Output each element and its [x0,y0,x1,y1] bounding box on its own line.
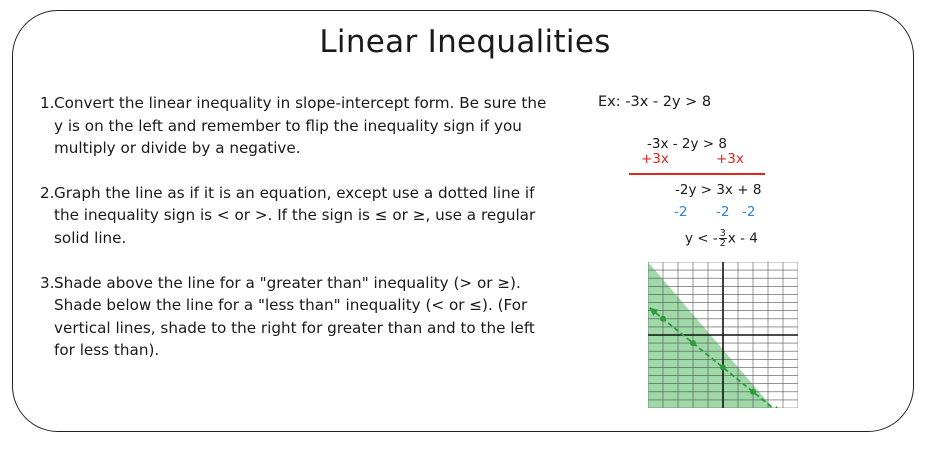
plotted-point [660,316,666,322]
plotted-point [690,340,696,346]
result-suffix: x - 4 [727,230,758,247]
coordinate-graph [648,262,798,408]
add-right: +3x [716,151,744,167]
step-number: 2. [40,183,55,202]
example-inequality: -3x - 2y > 8 [647,136,727,152]
arrowhead [772,406,781,408]
divisor-3: -2 [742,204,756,220]
plotted-point [720,364,726,370]
step-text: Convert the linear inequality in slope-intercept form. Be sure the y is on the left and remember to flip the inequality sign if you multiply or divide by a negative. [54,94,547,158]
fraction-numerator: 3 [719,228,726,239]
result-fraction [719,229,727,248]
result-prefix: y < - [685,230,718,247]
step-number: 3. [40,273,55,292]
step-3 [40,272,550,362]
divisor-1: -2 [674,204,688,220]
step-inequality [675,182,761,198]
step-number: 1. [40,94,55,112]
result-inequality [685,229,758,248]
steps-list [40,92,550,384]
step-text: Graph the line as if it is an equation, except use a dotted line if the inequality sign is < or >. If the sign is ≤ or ≥, use a regular solid line. [54,183,536,247]
step-1 [40,92,550,160]
page-title: Linear Inequalities [319,24,611,60]
step-inequality-right: 3x + 8 [716,182,762,198]
plotted-point [750,389,756,395]
step-2 [40,182,550,250]
fraction-denominator: 2 [719,238,726,249]
step-inequality-left: -2y > [675,182,717,198]
example-label: Ex: -3x - 2y > 8 [598,94,712,110]
add-left: +3x [641,151,669,167]
step-text: Shade above the line for a "greater than" inequality (> or ≥). Shade below the line for a "less than" inequality (< or ≤). (For vertical lines, shade to the right for greater than and to the left for less than). [54,273,535,360]
sum-line [629,173,765,175]
divisor-2: -2 [716,204,730,220]
